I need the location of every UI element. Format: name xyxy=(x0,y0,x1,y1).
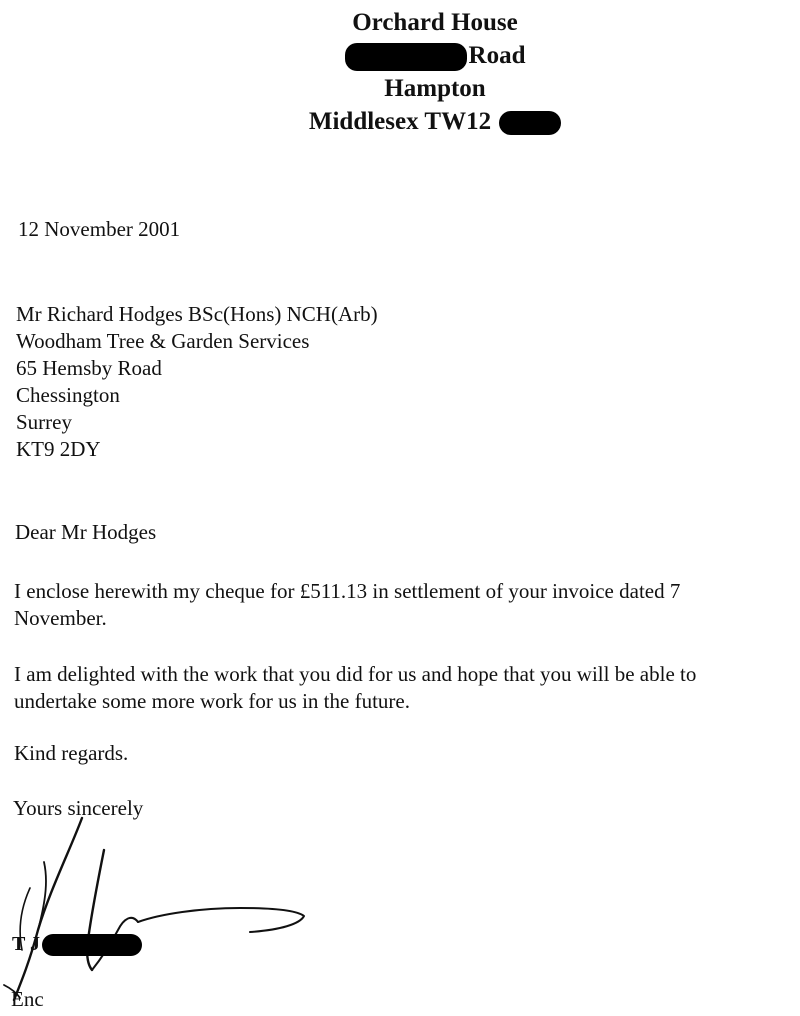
letterhead-road xyxy=(0,39,800,72)
signatory-initials: T J xyxy=(12,933,40,955)
paragraph-line: I enclose herewith my cheque for £511.13 in settlement of your invoice dated 7 xyxy=(14,579,681,603)
recipient-address xyxy=(16,301,378,463)
recipient-line: Chessington xyxy=(16,383,120,407)
recipient-line: 65 Hemsby Road xyxy=(16,356,162,380)
paragraph-line: November. xyxy=(14,606,107,630)
recipient-line: Surrey xyxy=(16,410,72,434)
redaction-bar xyxy=(345,43,467,71)
enclosure-note: Enc xyxy=(11,987,44,1011)
signatory-name xyxy=(12,933,142,956)
regards: Kind regards. xyxy=(14,741,129,765)
letterhead-county-postcode-text: Middlesex TW12 xyxy=(308,108,492,135)
recipient-line: Mr Richard Hodges BSc(Hons) NCH(Arb) xyxy=(16,302,378,326)
letter-date: 12 November 2001 xyxy=(18,217,181,241)
recipient-line: Woodham Tree & Garden Services xyxy=(16,329,310,353)
salutation: Dear Mr Hodges xyxy=(15,520,157,544)
handwritten-signature xyxy=(0,810,330,1010)
letterhead-house: Orchard House xyxy=(352,9,518,36)
letterhead-road-suffix: Road xyxy=(468,42,526,69)
closing: Yours sincerely xyxy=(13,796,144,820)
body-paragraph xyxy=(14,578,680,632)
letterhead xyxy=(0,6,800,138)
paragraph-line: undertake some more work for us in the future. xyxy=(14,689,410,713)
redaction-bar xyxy=(499,111,561,135)
paragraph-line: I am delighted with the work that you did for us and hope that you will be able to xyxy=(14,662,697,686)
redaction-bar xyxy=(42,934,142,956)
body-paragraph xyxy=(14,661,696,715)
letterhead-county-postcode xyxy=(0,105,800,138)
recipient-line: KT9 2DY xyxy=(16,437,101,461)
letterhead-town: Hampton xyxy=(384,75,486,102)
